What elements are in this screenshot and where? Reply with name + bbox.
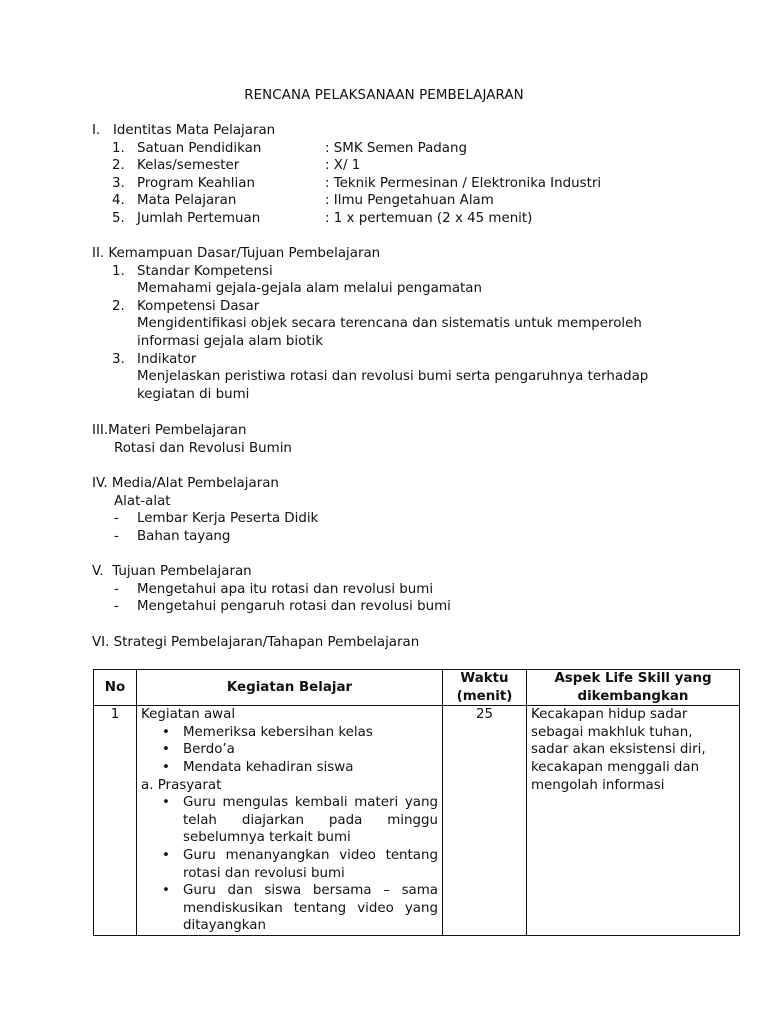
header-no: No [94,670,137,706]
media-sublabel: Alat-alat [114,493,171,509]
header-kegiatan: Kegiatan Belajar [137,670,443,706]
competency-label: Kompetensi Dasar [137,298,260,314]
header-aspek: Aspek Life Skill yang dikembangkan [527,670,740,706]
section-tujuan [92,563,732,616]
kegiatan-title: Kegiatan awal [141,707,236,723]
identity-value: : X/ 1 [325,158,361,174]
competency-text: kegiatan di bumi [137,386,250,402]
cell-no: 1 [94,706,137,936]
section-heading: I. Identitas Mata Pelajaran [92,123,276,138]
list-item: • Guru menanyangkan video tentang rotasi dan revolusi bumi [141,847,438,882]
competency-text: Menjelaskan peristiwa rotasi dan revolusi bumi serta pengaruhnya terhadap [137,369,649,385]
identity-label: Jumlah Pertemuan [137,210,261,226]
competency-text: Mengidentifikasi objek secara terencana dan sistematis untuk memperoleh [137,316,642,332]
identity-value: : Teknik Permesinan / Elektronika Industri [325,175,602,191]
section-kemampuan-dasar: II. Kemampuan Dasar/Tujuan Pembelajaran 1. Standar Kompetensi Memahami gejala-gejala alam melalui pengamatan 2. Kompetensi Dasar Mengidentifikasi objek secara terencana dan sistematis untuk memperoleh informasi gejala alam biotik 3. Indikator Menjelaskan peristiwa rotasi dan revolusi bumi serta pengaruhnya terhadap kegiatan di bumi [92,246,649,402]
section-strategi [92,634,732,652]
competency-label: Indikator [137,351,197,367]
identity-row: 2. Kelas/semester : X/ 1 [112,158,361,174]
list-item: - Mengetahui apa itu rotasi dan revolusi bumi [114,581,434,597]
list-item: - Mengetahui pengaruh rotasi dan revolusi bumi [114,599,451,615]
identity-row: 1. Satuan Pendidikan : SMK Semen Padang [112,140,467,156]
competency-text: Memahami gejala-gejala alam melalui pengamatan [137,281,482,297]
header-waktu: Waktu (menit) [443,670,527,706]
materi-text: Rotasi dan Revolusi Bumin [114,440,292,456]
prasyarat-title: a. Prasyarat [141,777,222,793]
identity-row: 5. Jumlah Pertemuan : 1 x pertemuan (2 x 45 menit) [112,210,533,226]
strategy-table [93,669,740,936]
identity-row: 3. Program Keahlian : Teknik Permesinan / Elektronika Industri [112,175,602,191]
identity-value: : Ilmu Pengetahuan Alam [325,193,494,209]
table-header-row [94,670,740,706]
section-heading: II. Kemampuan Dasar/Tujuan Pembelajaran [92,246,381,261]
identity-value: : SMK Semen Padang [325,140,467,156]
competency-label: Standar Kompetensi [137,263,273,279]
identity-label: Mata Pelajaran [137,193,237,209]
list-item: • Guru dan siswa bersama – sama mendiskusikan tentang video yang ditayangkan [141,882,438,935]
identity-label: Program Keahlian [137,175,255,191]
cell-waktu: 25 [443,706,527,936]
cell-aspek: Kecakapan hidup sadar sebagai makhluk tuhan, sadar akan eksistensi diri, kecakapan menggali dan mengolah informasi [527,706,740,936]
section-media [92,475,732,545]
list-item: • Mendata kehadiran siswa [141,759,438,777]
identity-label: Satuan Pendidikan [137,140,262,156]
cell-kegiatan [137,706,443,936]
list-item: - Lembar Kerja Peserta Didik [114,511,319,527]
section-heading: IV. Media/Alat Pembelajaran [92,476,279,491]
list-item: • Guru mengulas kembali materi yang telah diajarkan pada minggu sebelumnya terkait bumi [141,794,438,847]
identity-value: : 1 x pertemuan (2 x 45 menit) [325,210,533,226]
section-heading: V. Tujuan Pembelajaran [92,564,252,579]
document-title: RENCANA PELAKSANAAN PEMBELAJARAN [244,88,524,103]
list-item: • Berdo’a [141,741,438,759]
section-heading: III.Materi Pembelajaran [92,423,247,438]
list-item: - Bahan tayang [114,528,231,544]
identity-row: 4. Mata Pelajaran : Ilmu Pengetahuan Alam [112,193,494,209]
section-heading: VI. Strategi Pembelajaran/Tahapan Pembelajaran [92,635,420,650]
table-row [94,706,740,936]
section-identitas [92,122,732,228]
list-item: • Memeriksa kebersihan kelas [141,724,438,742]
competency-text: informasi gejala alam biotik [137,333,324,349]
identity-label: Kelas/semester [137,158,240,174]
section-materi [92,422,732,457]
